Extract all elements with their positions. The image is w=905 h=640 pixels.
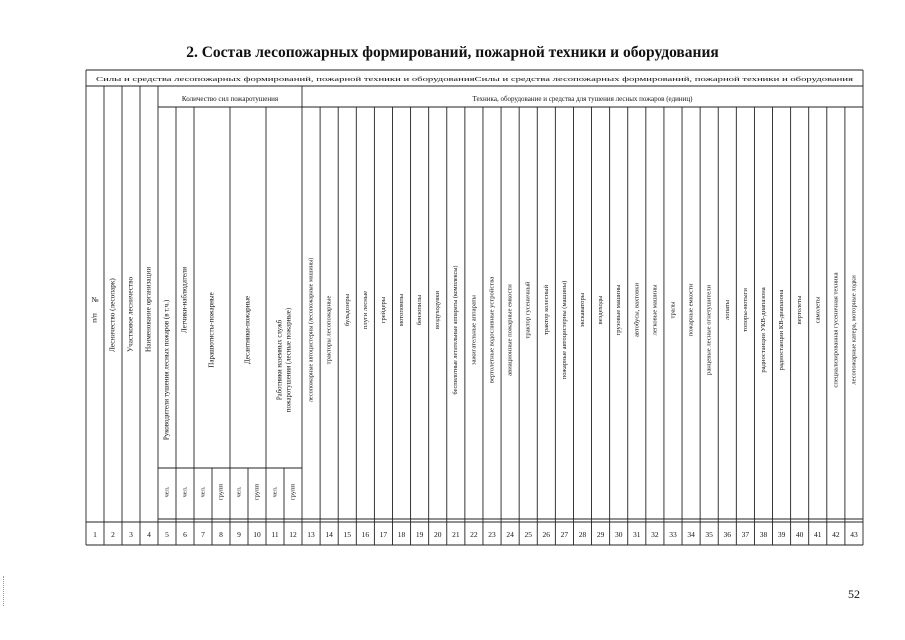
equipment-column-header: трактор колесный (542, 284, 550, 336)
column-number: 26 (542, 530, 551, 539)
column-number: 8 (219, 530, 223, 539)
column-number: 4 (147, 530, 151, 539)
equipment-column-header: бульдозеры (343, 293, 351, 327)
num-label-sub: п/п (90, 313, 99, 323)
column-number: 24 (506, 530, 514, 539)
unit-label: групп (289, 483, 297, 501)
equipment-column-header: грейдеры (379, 296, 387, 324)
column-number: 33 (669, 530, 677, 539)
column-number: 1 (93, 530, 97, 539)
equipment-column-header: плуги лесные (361, 290, 369, 330)
column-number: 39 (777, 530, 786, 539)
column-number: 36 (723, 530, 732, 539)
column-number: 7 (201, 530, 205, 539)
column-number: 15 (343, 530, 351, 539)
forces-column-header: Работники наземных служб (276, 319, 284, 401)
column-number: 12 (289, 530, 297, 539)
table-header-top: Силы и средства лесопожарных формирований, пожарной техники и оборудованияСилы и средства лесопожарных формирований, пожарной техники и оборудования (96, 76, 854, 83)
equipment-group-header: Техника, оборудование и средства для тушения лесных пожаров (единиц) (472, 95, 693, 103)
column-number: 35 (705, 530, 713, 539)
column-number: 29 (596, 530, 605, 539)
equipment-column-header: пожарные автоцистерны (машины) (560, 280, 568, 380)
forces-column-header: Десантники-пожарные (243, 295, 252, 365)
column-number: 17 (379, 530, 388, 539)
equipment-column-header: тракторы лесопожарные (325, 295, 333, 365)
column-number: 43 (850, 530, 858, 539)
left-column-header: Лесничество (лесопарк) (108, 278, 117, 352)
column-number: 6 (183, 530, 187, 539)
column-number: 23 (488, 530, 496, 539)
forces-column-header: Руководители тушения лесных пожаров (в т.ч.) (162, 299, 171, 441)
document-title: 2. Состав лесопожарных формирований, пожарной техники и оборудования (186, 44, 719, 61)
equipment-column-header: вертолетные водосливные устройства (488, 276, 496, 384)
equipment-column-header: вездеходы (597, 295, 605, 325)
equipment-column-header: самолеты (814, 296, 822, 324)
equipment-column-header: топоры-мотыги (741, 288, 749, 332)
equipment-column-header: ранцевые лесные огнетушители (705, 285, 713, 375)
equipment-column-header: лопаты (723, 299, 731, 321)
column-number: 34 (687, 530, 695, 539)
column-number: 16 (361, 530, 370, 539)
equipment-column-header: лесопожарные автоцистерны (лесопожарные машины) (307, 257, 315, 403)
equipment-column-header: авиационные пожарные емкости (506, 284, 514, 376)
equipment-column-header: бензопилы (416, 294, 424, 326)
column-number: 28 (578, 530, 587, 539)
equipment-column-header: радиостанции КВ-диапазона (778, 289, 786, 371)
equipment-column-header: грузовые машины (615, 284, 623, 336)
equipment-column-header: мотопомпы (398, 293, 406, 327)
unit-label: чел. (199, 486, 207, 498)
equipment-column-header: воздуходувки (434, 290, 442, 330)
column-number: 37 (741, 530, 750, 539)
column-number: 42 (832, 530, 840, 539)
equipment-column-header: легковые машины (651, 284, 659, 336)
forces-column-header: Летчики-наблюдатели (180, 266, 189, 334)
equipment-column-header: автобусы, вахтовки (633, 282, 641, 338)
column-number: 38 (759, 530, 768, 539)
equipment-column-header: трактор гусеничный (524, 281, 532, 339)
column-number: 20 (433, 530, 442, 539)
unit-label: чел. (235, 486, 243, 498)
num-label: № (91, 295, 99, 304)
unit-label: чел. (271, 486, 279, 498)
equipment-column-header: беспилотные летательные аппараты (комплексы) (452, 265, 460, 395)
equipment-column-header: вертолеты (796, 295, 804, 325)
column-number: 2 (111, 530, 115, 539)
forces-group-header: Количество сил пожаротушения (181, 95, 279, 103)
forces-column-header: пожаротушения (лесные пожарные) (285, 307, 293, 413)
unit-label: групп (253, 483, 261, 501)
column-number: 18 (397, 530, 406, 539)
page-number: 52 (848, 587, 860, 601)
column-number: 31 (633, 530, 641, 539)
column-number: 30 (614, 530, 623, 539)
column-number: 5 (165, 530, 169, 539)
unit-label: чел. (163, 486, 171, 498)
left-column-header: Наименование организации (144, 266, 153, 352)
column-number: 22 (470, 530, 478, 539)
unit-label: групп (217, 483, 225, 501)
equipment-column-header: радиостанции УКВ-диапазона (759, 287, 767, 373)
column-number: 10 (253, 530, 261, 539)
scan-edge-mark (3, 576, 6, 606)
unit-label: чел. (181, 486, 189, 498)
column-number: 21 (452, 530, 460, 539)
equipment-column-header: экскаваторы (579, 292, 587, 328)
column-number: 27 (560, 530, 569, 539)
equipment-column-header: специализированная гусеничная техника (832, 272, 840, 388)
column-number: 9 (237, 530, 241, 539)
equipment-column-header: тралы (669, 301, 677, 319)
column-number: 14 (325, 530, 333, 539)
column-number: 25 (524, 530, 532, 539)
left-column-header: Участковое лесничество (126, 276, 135, 352)
column-number: 13 (307, 530, 315, 539)
column-number: 11 (271, 530, 279, 539)
column-number: 41 (814, 530, 822, 539)
forces-column-header: Парашютисты-пожарные (207, 292, 216, 368)
column-number: 3 (129, 530, 133, 539)
equipment-column-header: пожарные емкости (687, 283, 695, 337)
column-number: 19 (415, 530, 424, 539)
equipment-column-header: зажигательные аппараты (470, 295, 478, 365)
equipment-column-header: лесопожарные катера, моторные лодки (850, 275, 858, 385)
column-number: 32 (651, 530, 659, 539)
column-number: 40 (795, 530, 804, 539)
